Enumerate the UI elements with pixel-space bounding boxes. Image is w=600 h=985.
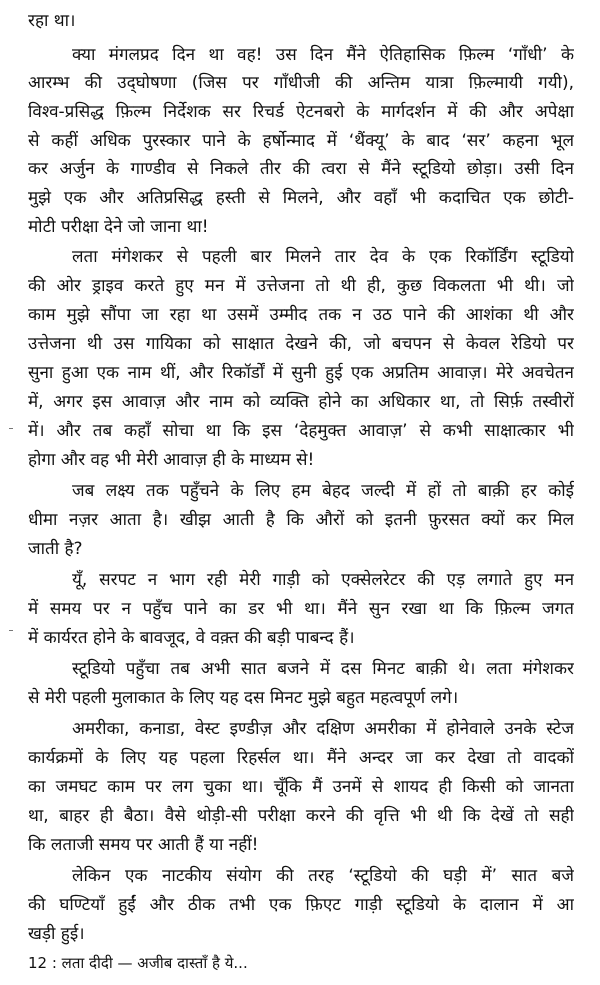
text-line: में समय पर न पहुँच पाने का डर भी था। मैंने सुन रखा था कि फ़िल्म जगत (28, 599, 574, 619)
text-line: रहा था। (28, 11, 76, 31)
text-line: यूँ, सरपट न भाग रही मेरी गाड़ी को एक्सेलरेटर की एड़ लगाते हुए मन (72, 570, 574, 590)
text-line: धीमा नज़र आता है। खीझ आती है कि औरों को इतनी फ़ुरसत क्यों कर मिल (28, 510, 574, 530)
text-line: था, बाहर ही बैठा। वैसे थोड़ी-सी परीक्षा करने की वृत्ति भी थी कि देखें तो सही (28, 806, 574, 826)
text-line: आरम्भ की उद्‌घोषणा (जिस पर गाँधीजी की अन्तिम यात्रा फ़िल्मायी गयी), (28, 73, 574, 93)
text-line: सुना हुआ एक नाम थीं, और रिकॉर्डों में सुनी हुई एक अप्रतिम आवाज़। मेरे अवचेतन (28, 363, 574, 383)
margin-mark (9, 428, 13, 429)
margin-mark (9, 630, 13, 631)
text-line: स्टूडियो पहुँचा तब अभी सात बजने में दस मिनट बाक़ी थे। लता मंगेशकर (72, 659, 574, 679)
text-line: कार्यक्रमों के लिए यह पहला रिहर्सल था। मैंने अन्दर जा कर देखा तो वादकों (28, 748, 574, 768)
text-line: लता मंगेशकर से पहली बार मिलने तार देव के एक रिकॉर्डिंग स्टूडियो (72, 247, 574, 267)
text-line: कर अर्जुन के गाण्डीव से निकले तीर की त्वरा से मैंने स्टूडियो छोड़ा। उसी दिन (28, 159, 574, 179)
text-line: अमरीका, कनाडा, वेस्ट इण्डीज़ और दक्षिण अमरीका में होनेवाले उनके स्टेज (72, 719, 574, 739)
text-line: काम मुझे सौंपा जा रहा था उसमें उम्मीद तक न उठ पाने की आशंका थी और (28, 305, 574, 325)
text-line: का जमघट काम पर लग चुका था। चूँकि मैं उनमें से शायद ही किसी को जानता (28, 777, 574, 797)
text-line: मुझे एक और अतिप्रसिद्ध हस्ती से मिलने, और वहाँ भी कदाचित एक छोटी- (28, 188, 574, 208)
text-line: लेकिन एक नाटकीय संयोग की तरह ‘स्टूडियो की घड़ी में’ सात बजे (72, 866, 574, 886)
text-line: में। और तब कहाँ सोचा था कि इस ‘देहमुक्त आवाज़’ से कभी साक्षात्कार भी (28, 421, 574, 441)
page-footer: 12 : लता दीदी — अजीब दास्ताँ है ये... (28, 954, 248, 972)
text-line: से मेरी पहली मुलाकात के लिए यह दस मिनट मुझे बहुत महत्वपूर्ण लगे। (28, 688, 459, 708)
text-line: की ओर ड्राइव करते हुए मन में उत्तेजना तो थी ही, कुछ विकलता भी थी। जो (28, 276, 574, 296)
text-line: उत्तेजना थी उस गायिका को साक्षात देखने की, जो बचपन से केवल रेडियो पर (28, 334, 574, 354)
text-line: से कहीं अधिक पुरस्कार पाने के हर्षोन्माद में ‘थैंक्यू’ के बाद ‘सर’ कहना भूल (28, 131, 574, 151)
text-line: की घण्टियाँ हुईं और ठीक तभी एक फ़िएट गाड़ी स्टूडियो के दालान में आ (28, 895, 574, 915)
text-line: विश्व-प्रसिद्ध फ़िल्म निर्देशक सर रिचर्ड ऐटनबरो के मार्गदर्शन में की और अपेक्षा (28, 102, 574, 122)
text-line: में, अगर इस आवाज़ और नाम को व्यक्ति होने का अधिकार था, तो सिर्फ़ तस्वीरों (28, 392, 574, 412)
text-line: खड़ी हुई। (28, 924, 85, 944)
text-line: जाती है? (28, 539, 83, 559)
text-line: होगा और वह भी मेरी आवाज़ ही के माध्यम से! (28, 450, 315, 470)
text-line: जब लक्ष्य तक पहुँचने के लिए हम बेहद जल्दी में हों तो बाक़ी हर कोई (72, 481, 574, 501)
text-line: क्या मंगलप्रद दिन था वह! उस दिन मैंने ऐतिहासिक फ़िल्म ‘गाँधी’ के (72, 45, 574, 65)
text-line: मोटी परीक्षा देने जो जाना था! (28, 217, 209, 237)
text-line: में कार्यरत होने के बावजूद, वे वक़्त की बड़ी पाबन्द हैं। (28, 628, 355, 648)
text-line: कि लताजी समय पर आती हैं या नहीं! (28, 835, 259, 855)
